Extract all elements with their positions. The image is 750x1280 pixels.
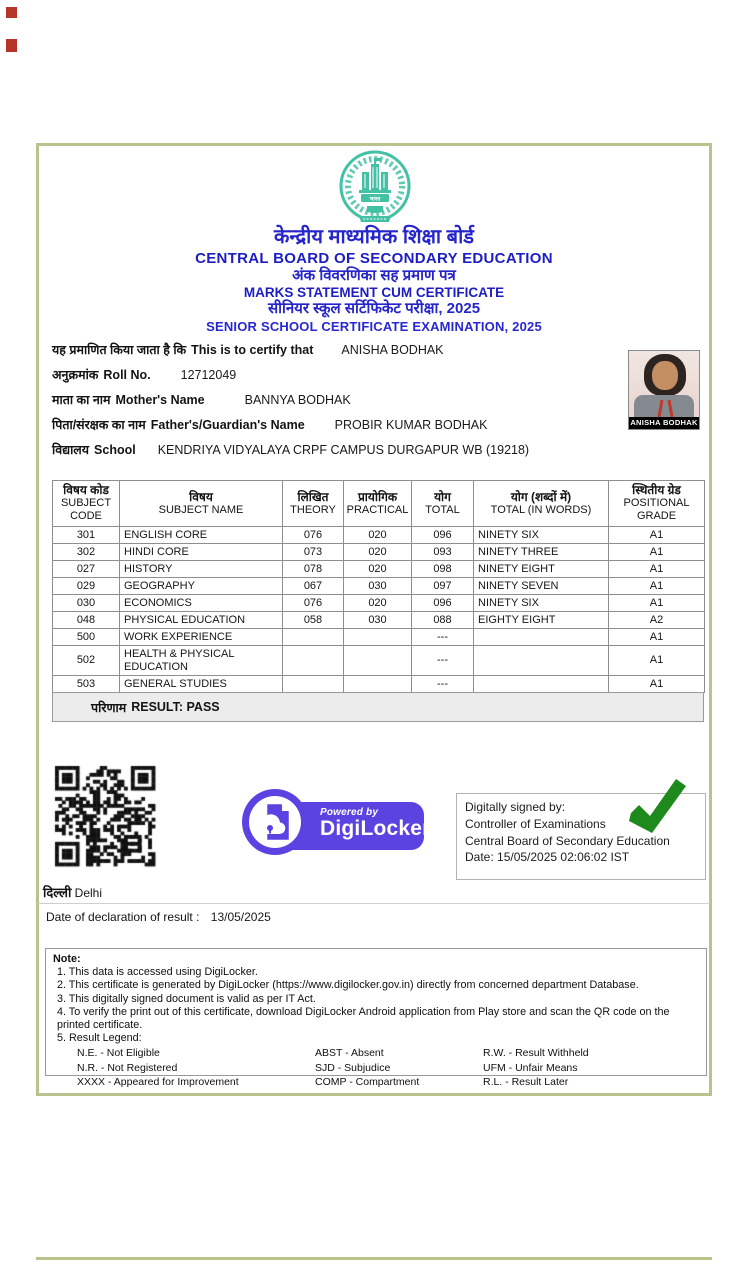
result-value: RESULT: PASS (131, 700, 220, 714)
cell-total: 096 (412, 595, 474, 612)
cell-total-words: NINETY SEVEN (474, 578, 609, 595)
result-legend (77, 1046, 699, 1089)
digilocker-label: DigiLocker (320, 817, 431, 840)
cell-name: GEOGRAPHY (120, 578, 283, 595)
cell-name: ENGLISH CORE (120, 527, 283, 544)
result-strip (52, 692, 704, 722)
notes-heading: Note: (53, 953, 81, 965)
note-item: 2. This certificate is generated by DigiLocker (https://www.digilocker.gov.in) directly from concerned department Database. (57, 979, 639, 992)
father-label-english: Father's/Guardian's Name (150, 418, 305, 432)
cell-code: 030 (53, 595, 120, 612)
certify-row (52, 341, 618, 366)
cell-theory: 076 (283, 595, 344, 612)
cell-theory (283, 676, 344, 693)
statement-title-english: MARKS STATEMENT CUM CERTIFICATE (243, 285, 505, 300)
digilocker-icon (240, 787, 310, 857)
certificate-header (39, 225, 709, 334)
table-row (53, 595, 705, 612)
cell-grade: A1 (609, 676, 705, 693)
mother-label-english: Mother's Name (115, 393, 205, 407)
photo-face (652, 361, 678, 390)
father-name: PROBIR KUMAR BODHAK (334, 418, 488, 432)
cell-total: 088 (412, 612, 474, 629)
section-divider (38, 903, 710, 904)
father-label-hindi: पिता/संरक्षक का नाम (52, 418, 146, 432)
roll-row (52, 366, 618, 391)
place-english: Delhi (74, 886, 103, 900)
legend-item: SJD - Subjudice (315, 1061, 391, 1074)
board-title-hindi: केन्द्रीय माध्यमिक शिक्षा बोर्ड (274, 226, 474, 248)
school-label-hindi: विद्यालय (52, 443, 90, 457)
powered-by-label: Powered by (320, 807, 379, 818)
legend-column-3 (483, 1046, 589, 1089)
cell-practical: 030 (344, 578, 412, 595)
cell-total: 096 (412, 527, 474, 544)
roll-label-hindi: अनुक्रमांक (52, 368, 99, 382)
signature-line: Date: 15/05/2025 02:06:02 IST (465, 850, 630, 865)
school-row (52, 441, 618, 466)
place-hindi: दिल्ली (43, 885, 72, 900)
roll-number: 12712049 (180, 368, 237, 382)
cell-theory: 058 (283, 612, 344, 629)
cell-name: HINDI CORE (120, 544, 283, 561)
table-row (53, 578, 705, 595)
certify-label-hindi: यह प्रमाणित किया जाता है कि (52, 343, 187, 357)
cell-theory: 073 (283, 544, 344, 561)
school-label-english: School (94, 443, 136, 457)
roll-label-english: Roll No. (103, 368, 151, 382)
board-title-english: CENTRAL BOARD OF SECONDARY EDUCATION (195, 250, 553, 267)
table-row (53, 676, 705, 693)
cell-total: 098 (412, 561, 474, 578)
cell-grade: A2 (609, 612, 705, 629)
bottom-border-line (36, 1257, 712, 1260)
student-photo (628, 350, 700, 430)
cell-name: WORK EXPERIENCE (120, 629, 283, 646)
school-name: KENDRIYA VIDYALAYA CRPF CAMPUS DURGAPUR WB (19218) (157, 443, 530, 457)
marks-table-header (53, 481, 705, 527)
cell-grade: A1 (609, 629, 705, 646)
photo-caption: ANISHA BODHAK (630, 418, 698, 427)
result-label-hindi: परिणाम (91, 700, 127, 715)
legend-item: XXXX - Appeared for Improvement (77, 1075, 239, 1088)
cell-practical: 020 (344, 544, 412, 561)
declaration-date-row (46, 910, 271, 924)
cell-practical: 030 (344, 612, 412, 629)
legend-item: UFM - Unfair Means (483, 1061, 578, 1074)
col-subject-code: विषय कोड SUBJECT CODE (53, 481, 120, 527)
legend-item: R.L. - Result Later (483, 1075, 569, 1088)
marks-table (52, 480, 705, 693)
cell-practical (344, 646, 412, 676)
legend-item: N.R. - Not Registered (77, 1061, 178, 1074)
col-practical: प्रायोगिक PRACTICAL (344, 481, 412, 527)
note-item: 4. To verify the print out of this certificate, download DigiLocker Android application from Play store and scan the QR code on the printed certificate. (57, 1005, 670, 1032)
mother-name: BANNYA BODHAK (244, 393, 351, 407)
cell-total-words (474, 676, 609, 693)
signature-line: Controller of Examinations (465, 816, 606, 831)
red-marker-icon (6, 7, 17, 18)
cell-total-words: NINETY SIX (474, 595, 609, 612)
qr-code (52, 763, 158, 869)
cbse-logo-icon (337, 150, 413, 228)
student-details (52, 341, 618, 466)
cell-name: ECONOMICS (120, 595, 283, 612)
legend-column-2 (315, 1046, 483, 1089)
table-row (53, 544, 705, 561)
table-row (53, 629, 705, 646)
table-row (53, 561, 705, 578)
cell-code: 029 (53, 578, 120, 595)
cell-code: 500 (53, 629, 120, 646)
cell-code: 302 (53, 544, 120, 561)
notes-box (45, 948, 707, 1088)
cell-code: 048 (53, 612, 120, 629)
col-total: योग TOTAL (412, 481, 474, 527)
cell-total-words (474, 646, 609, 676)
cell-name: HEALTH & PHYSICAL EDUCATION (120, 646, 283, 676)
certify-label-english: This is to certify that (191, 343, 314, 357)
cell-grade: A1 (609, 527, 705, 544)
logo-banner-text: भारत (369, 196, 381, 203)
cell-total: --- (412, 676, 474, 693)
cell-total-words: NINETY SIX (474, 527, 609, 544)
cell-grade: A1 (609, 544, 705, 561)
legend-item: ABST - Absent (315, 1047, 384, 1060)
cell-code: 503 (53, 676, 120, 693)
cell-grade: A1 (609, 595, 705, 612)
student-name: ANISHA BODHAK (341, 343, 444, 357)
cell-practical: 020 (344, 527, 412, 544)
table-row (53, 527, 705, 544)
cell-practical: 020 (344, 595, 412, 612)
cell-theory (283, 629, 344, 646)
table-row (53, 612, 705, 629)
cell-practical (344, 629, 412, 646)
cell-name: GENERAL STUDIES (120, 676, 283, 693)
cell-grade: A1 (609, 578, 705, 595)
cell-practical: 020 (344, 561, 412, 578)
cell-name: HISTORY (120, 561, 283, 578)
col-grade: स्थितीय ग्रेड POSITIONAL GRADE (609, 481, 705, 527)
declaration-label: Date of declaration of result : (46, 910, 200, 924)
cell-total: 093 (412, 544, 474, 561)
legend-item: COMP - Compartment (315, 1075, 420, 1088)
table-row (53, 646, 705, 676)
cell-code: 301 (53, 527, 120, 544)
legend-column-1 (77, 1046, 315, 1089)
cell-total-words: EIGHTY EIGHT (474, 612, 609, 629)
col-total-words: योग (शब्दों में) TOTAL (IN WORDS) (474, 481, 609, 527)
cell-practical (344, 676, 412, 693)
col-theory: लिखित THEORY (283, 481, 344, 527)
cell-theory (283, 646, 344, 676)
exam-title-english: SENIOR SCHOOL CERTIFICATE EXAMINATION, 2025 (206, 319, 542, 334)
signature-line: Digitally signed by: (465, 800, 566, 814)
digilocker-badge (240, 787, 431, 857)
declaration-date: 13/05/2025 (210, 910, 271, 924)
red-marker-icon (6, 39, 17, 52)
cell-total-words (474, 629, 609, 646)
cell-total: --- (412, 629, 474, 646)
cell-theory: 067 (283, 578, 344, 595)
cell-code: 502 (53, 646, 120, 676)
note-item: 3. This digitally signed document is valid as per IT Act. (57, 992, 316, 1005)
place-label (43, 883, 102, 901)
statement-title-hindi: अंक विवरणिका सह प्रमाण पत्र (292, 267, 456, 284)
note-item: 1. This data is accessed using DigiLocker. (57, 966, 258, 979)
cell-grade: A1 (609, 561, 705, 578)
cell-grade: A1 (609, 646, 705, 676)
legend-item: N.E. - Not Eligible (77, 1047, 160, 1060)
col-subject-name: विषय SUBJECT NAME (120, 481, 283, 527)
cell-theory: 076 (283, 527, 344, 544)
cell-total: --- (412, 646, 474, 676)
father-row (52, 416, 618, 441)
mother-label-hindi: माता का नाम (52, 393, 111, 407)
mother-row (52, 391, 618, 416)
cell-theory: 078 (283, 561, 344, 578)
cell-total: 097 (412, 578, 474, 595)
checkmark-icon (626, 775, 688, 837)
photo-uniform (634, 395, 694, 417)
cell-total-words: NINETY EIGHT (474, 561, 609, 578)
legend-item: R.W. - Result Withheld (483, 1047, 589, 1060)
cell-total-words: NINETY THREE (474, 544, 609, 561)
exam-title-hindi: सीनियर स्कूल सर्टिफिकेट परीक्षा, 2025 (267, 300, 481, 317)
note-item: 5. Result Legend: (57, 1032, 142, 1045)
signature-line: Central Board of Secondary Education (465, 833, 670, 848)
cell-name: PHYSICAL EDUCATION (120, 612, 283, 629)
cell-code: 027 (53, 561, 120, 578)
